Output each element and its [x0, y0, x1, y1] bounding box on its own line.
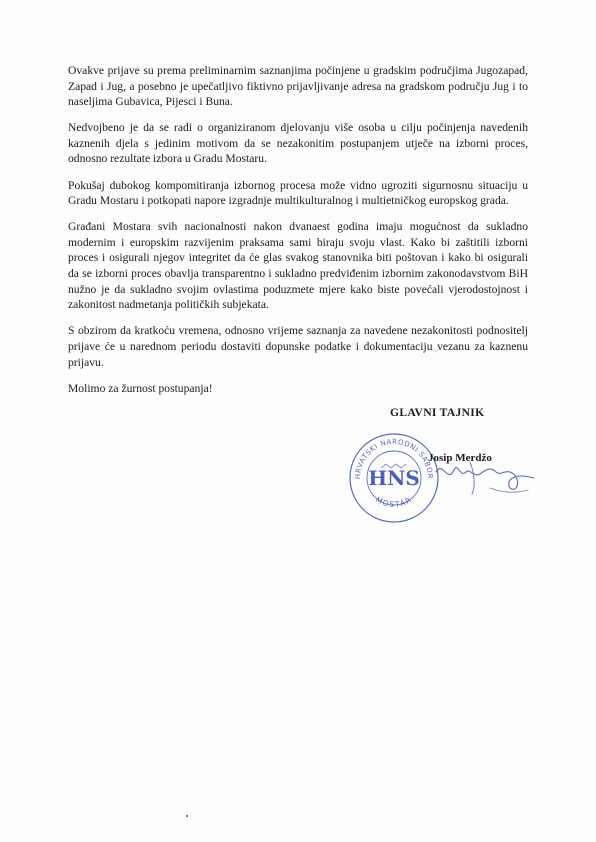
stamp-ring-bottom-text: MOSTAR [374, 494, 414, 509]
stamp-emblem-text: HNS [368, 466, 420, 490]
signatory-name: Josip Merdžo [428, 452, 492, 464]
paragraph-citizens-right: Građani Mostara svih nacionalnosti nakon dvanaest godina imaju mogućnost da sukladno modernim i europskim razvijenim praksama sami biraju svoju vlast. Kako bi zaštitili izborni proces i osigurali njegov integritet da će glas svakog stanovnika biti poštovan i kako bi osigurali da se izborni proces obavlja transparentno i sukladno predviđenim izbornim zakonodavstvom BiH nužno je da sukladno svojim ovlastima poduzmete mjere kako biste povećali vjerodostojnost i zakonitost nadmetanja političkih subjekata. [68, 220, 528, 312]
handwritten-signature-icon [430, 442, 540, 502]
signatory-title: GLAVNI TAJNIK [390, 406, 485, 419]
paragraph-security-risk: Pokušaj dubokog kompomitiranja izbornog procesa može vidno ugroziti sigurnosnu situaciju u Gradu Mostaru i potkopati napore izgradnje multikulturalnog i multietničkog europskog grada. [68, 178, 528, 208]
paragraph-supplementary-data: S obzirom da kratkoću vremena, odnosno vrijeme saznanja za navedene nezakonitosti podnositelj prijave će u narednom periodu dostaviti dopunske podatke i dokumentaciju vezanu za kaznenu prijavu. [68, 324, 528, 369]
stamp-ring-top-text: HRVATSKI NARODNI SABOR [353, 437, 435, 480]
svg-text:MOSTAR [374, 495, 414, 509]
official-stamp-icon [344, 428, 444, 528]
paragraph-fictitious-registrations: Ovakve prijave su prema preliminarnim saznanjima počinjene u gradskim područjima Jugozapad, Zapad i Jug, a posebno je upečatljivo fiktivno prijavljivanje adresa na gradskom području Jug i to naseljima Gubavica, Pijesci i Buna. [68, 64, 528, 109]
stray-mark [186, 815, 188, 817]
paragraph-urgency-request: Molimo za žurnost postupanja! [68, 381, 213, 395]
paragraph-organized-activity: Nedvojbeno je da se radi o organiziranom djelovanju više osoba u cilju počinjenja navedenih kaznenih djela s jedinim motivom da se nezakonitim postupanjem utječe na izborni proces, odnosno rezultate izbora u Gradu Mostaru. [68, 121, 528, 166]
signature-block [330, 400, 550, 520]
letter-body [68, 63, 528, 407]
